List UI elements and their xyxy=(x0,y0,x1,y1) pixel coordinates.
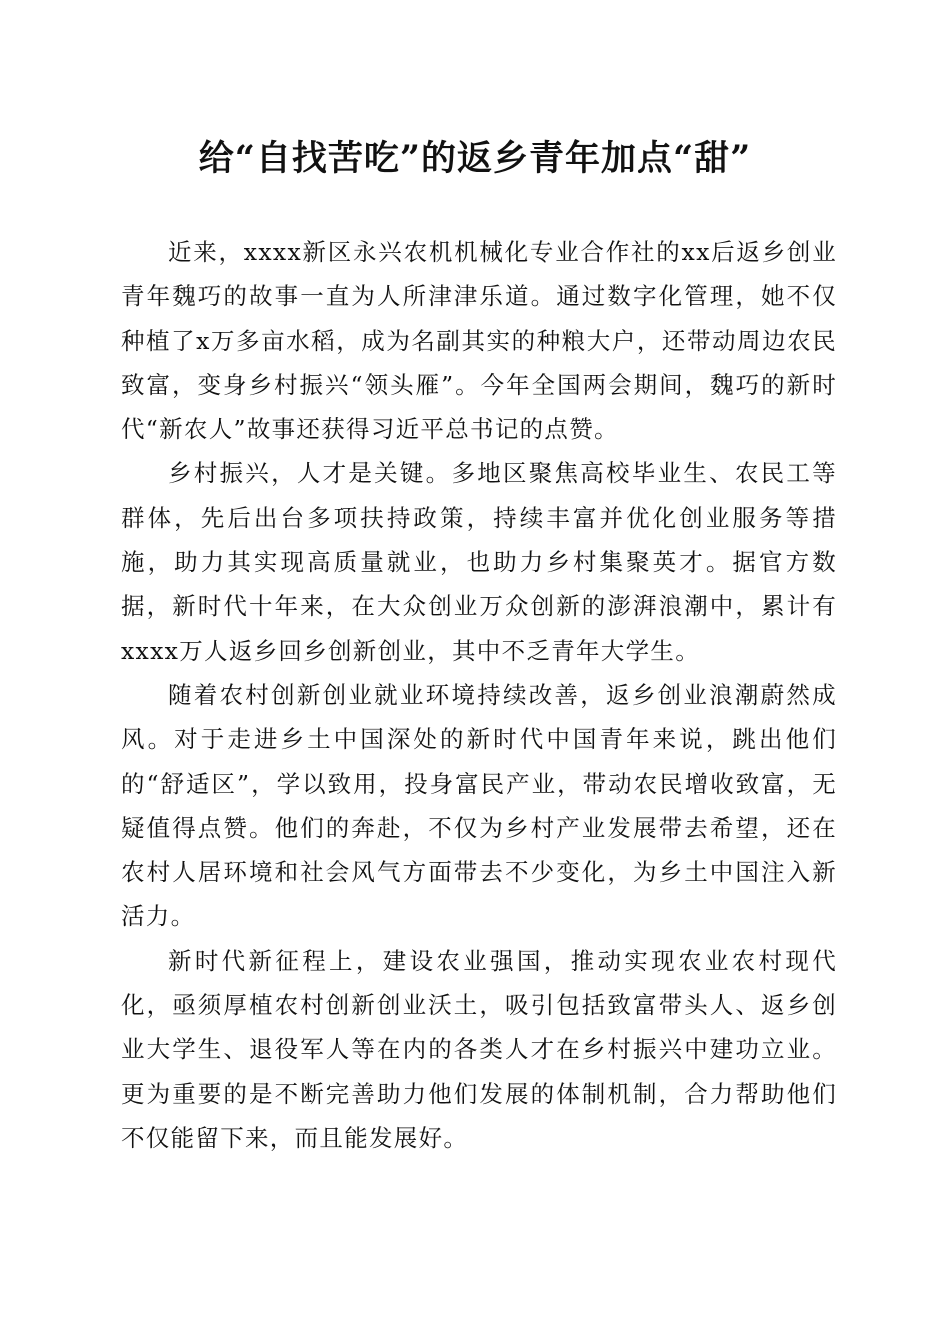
article-body xyxy=(121,230,837,1160)
paragraph-1: 近来，xxxx新区永兴农机机械化专业合作社的xx后返乡创业青年魏巧的故事一直为人所津津乐道。通过数字化管理，她不仅种植了x万多亩水稻，成为名副其实的种粮大户，还带动周边农民致富，变身乡村振兴“领头雁”。今年全国两会期间，魏巧的新时代“新农人”故事还获得习近平总书记的点赞。 xyxy=(121,238,837,444)
paragraph-2: 乡村振兴，人才是关键。多地区聚焦高校毕业生、农民工等群体，先后出台多项扶持政策，持续丰富并优化创业服务等措施，助力其实现高质量就业，也助力乡村集聚英才。据官方数据，新时代十年来，在大众创业万众创新的澎湃浪潮中，累计有xxxx万人返乡回乡创新创业，其中不乏青年大学生。 xyxy=(121,459,837,665)
paragraph-4: 新时代新征程上，建设农业强国，推动实现农业农村现代化，亟须厚植农村创新创业沃土，吸引包括致富带头人、返乡创业大学生、退役军人等在内的各类人才在乡村振兴中建功立业。更为重要的是不断完善助力他们发展的体制机制，合力帮助他们不仅能留下来，而且能发展好。 xyxy=(121,946,837,1152)
paragraph-3: 随着农村创新创业就业环境持续改善，返乡创业浪潮蔚然成风。对于走进乡土中国深处的新时代中国青年来说，跳出他们的“舒适区”，学以致用，投身富民产业，带动农民增收致富，无疑值得点赞。他们的奔赴，不仅为乡村产业发展带去希望，还在农村人居环境和社会风气方面带去不少变化，为乡土中国注入新活力。 xyxy=(121,680,837,931)
article-title: 给“自找苦吃”的返乡青年加点“甜” xyxy=(198,138,752,179)
